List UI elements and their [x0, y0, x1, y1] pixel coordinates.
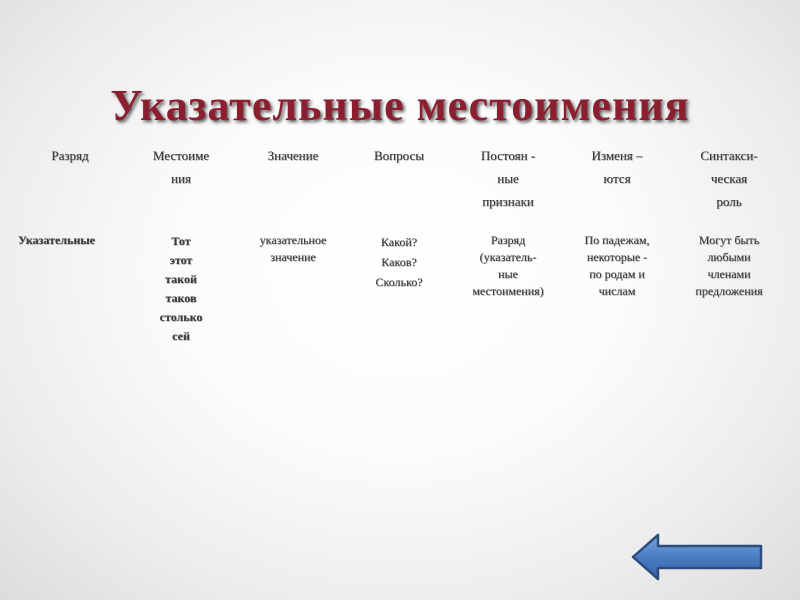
- table-header-row: [18, 144, 788, 232]
- table-row: [18, 232, 788, 346]
- header-syntactic-role: Синтакси- ческая роль: [700, 148, 758, 209]
- header-pronouns: Местоиме ния: [152, 148, 210, 186]
- header-changes: Изменя – ются: [591, 148, 643, 186]
- header-questions: Вопросы: [374, 148, 424, 163]
- cell-constant-features: Разряд (указатель- ные местоимения): [472, 233, 544, 298]
- slide-title: Указательные местоимения: [110, 81, 690, 130]
- pronoun-table: [18, 144, 788, 346]
- left-arrow-icon: [630, 532, 766, 582]
- cell-questions: Какой? Каков? Сколько?: [375, 235, 423, 289]
- cell-meaning: указательное значение: [259, 233, 327, 264]
- cell-category: Указательные: [18, 233, 95, 247]
- cell-changes: По падежам, некоторые - по родам и числам: [584, 233, 650, 298]
- back-button[interactable]: [630, 532, 766, 582]
- cell-syntactic-role: Могут быть любыми членами предложения: [695, 233, 763, 298]
- header-meaning: Значение: [267, 148, 319, 163]
- cell-pronouns: Тот этот такой таков столько сей: [159, 234, 203, 343]
- header-constant-features: Постоян - ные признаки: [480, 148, 536, 209]
- header-category: Разряд: [51, 148, 89, 163]
